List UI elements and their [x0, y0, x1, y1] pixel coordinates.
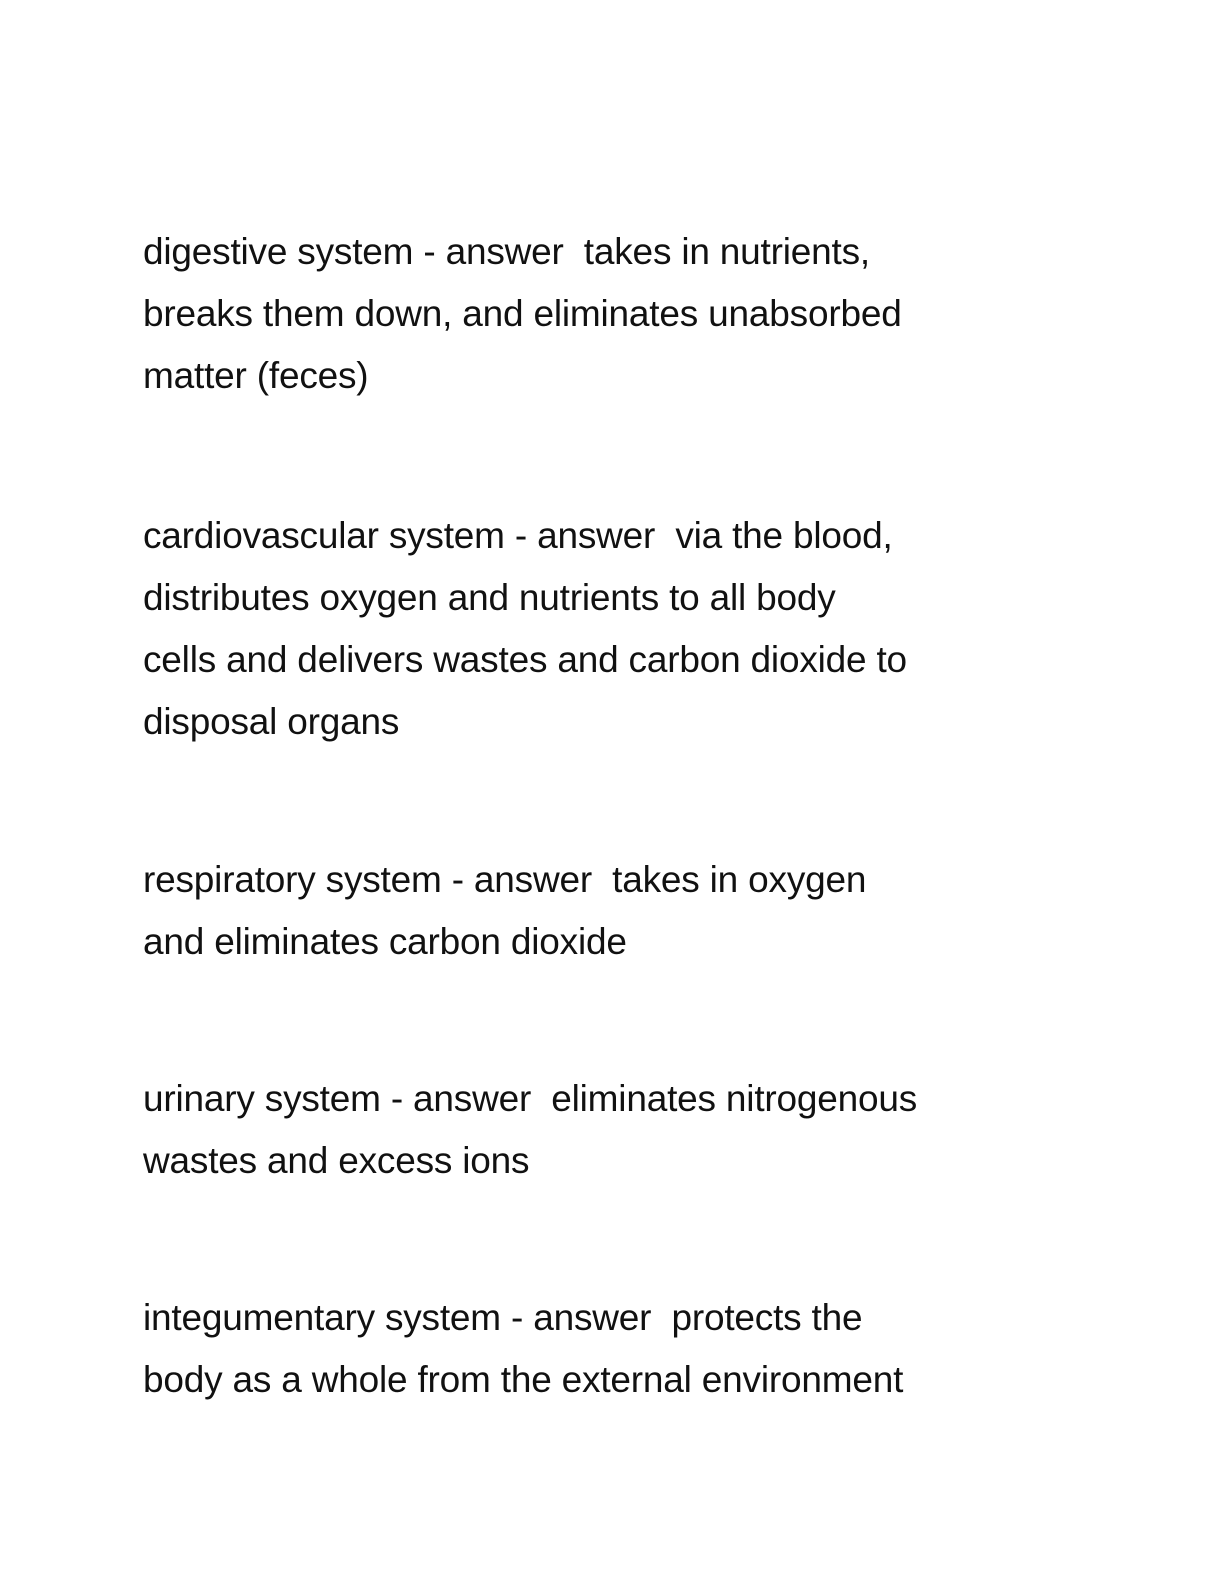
- entry-line: cells and delivers wastes and carbon dioxide to: [143, 639, 907, 680]
- entry-line: breaks them down, and eliminates unabsorbed: [143, 293, 902, 334]
- entry-line: integumentary system - answer protects the: [143, 1297, 863, 1338]
- entry-line: wastes and excess ions: [143, 1140, 530, 1181]
- entry-line: disposal organs: [143, 701, 400, 742]
- entry-line: body as a whole from the external environment: [143, 1359, 904, 1400]
- term-entry-cardiovascular-system: [143, 505, 1083, 753]
- term-entry-respiratory-system: [143, 849, 1083, 973]
- entry-line: cardiovascular system - answer via the blood,: [143, 515, 893, 556]
- entry-line: distributes oxygen and nutrients to all body: [143, 577, 836, 618]
- term-entry-digestive-system: [143, 221, 1083, 407]
- entry-line: urinary system - answer eliminates nitrogenous: [143, 1078, 918, 1119]
- term-entry-integumentary-system: [143, 1287, 1083, 1411]
- entry-line: respiratory system - answer takes in oxygen: [143, 859, 867, 900]
- term-entry-urinary-system: [143, 1068, 1083, 1192]
- entry-line: and eliminates carbon dioxide: [143, 921, 627, 962]
- entry-line: matter (feces): [143, 355, 369, 396]
- entry-line: digestive system - answer takes in nutrients,: [143, 231, 870, 272]
